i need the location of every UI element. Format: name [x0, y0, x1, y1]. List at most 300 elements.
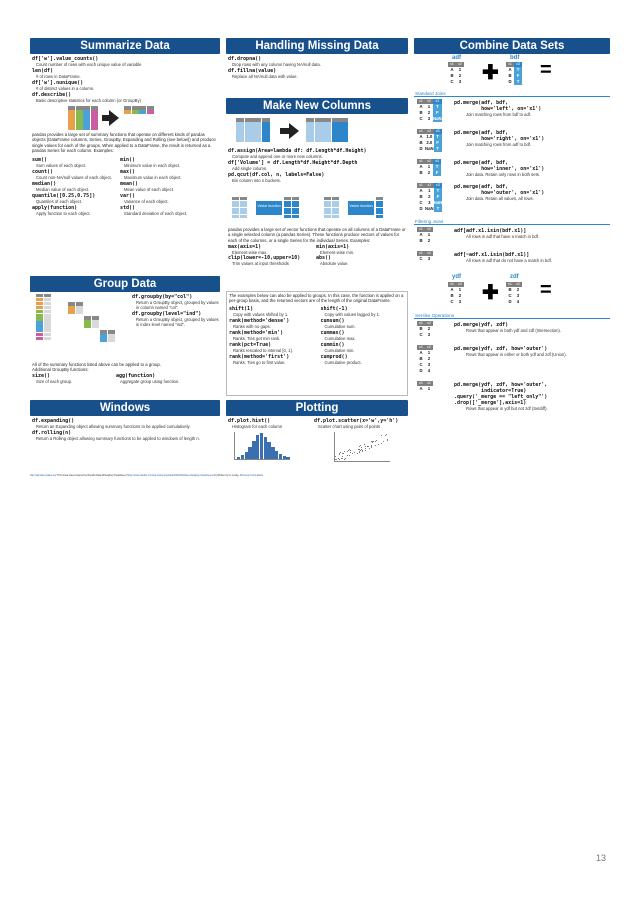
grid-cell: [332, 138, 340, 142]
vector-illustration: [226, 195, 408, 225]
table-header: x2: [425, 159, 433, 164]
filter-row: [414, 226, 610, 250]
grid-cell: [262, 122, 270, 126]
grid-cell: [44, 302, 51, 305]
grid-cell: [340, 122, 348, 126]
table-cell: C: [419, 362, 423, 367]
scatter-point: [357, 453, 358, 454]
grid-cell: [36, 314, 43, 317]
right-column: [414, 38, 610, 411]
grid-cell: [44, 298, 51, 301]
grid-cell: [76, 306, 83, 310]
vector-func-code: rank(method='min'): [229, 329, 284, 336]
summary-func-code: min(): [120, 157, 136, 164]
summary-input-grid: [68, 106, 98, 130]
grid-cell: [108, 338, 115, 342]
table-cell: 1: [427, 386, 431, 391]
set-op-desc: Rows that appear in either or both ydf and zdf (Union).: [466, 352, 567, 357]
group-paragraph-1: All of the summary functions listed above can be applied to a group.: [32, 362, 161, 367]
grid-cell: [340, 118, 348, 122]
grid-cell: [262, 130, 270, 134]
summary-func-code: apply(function): [32, 205, 78, 212]
vector-function-box: Vector function: [348, 201, 374, 215]
grid-cell: [253, 130, 261, 134]
filter-desc: All rows in adf that have a match in bdf.: [466, 234, 540, 239]
missing-header: Handling Missing Data: [226, 38, 408, 54]
grid-cell: [332, 134, 340, 138]
grid-cell: [323, 118, 331, 122]
vector-func-desc: Ranks rescaled to interval [0, 1].: [233, 347, 293, 353]
grid-cell: [306, 130, 314, 134]
grid-cell: [323, 122, 331, 126]
grid-cell: [44, 333, 51, 336]
summarize-desc: # of rows in DataFrame.: [36, 74, 81, 79]
cheat-sheet: [30, 38, 610, 471]
grid-cell: [68, 110, 75, 114]
table-header: x1: [417, 251, 425, 256]
grid-cell: [108, 334, 115, 338]
join-table: [417, 99, 442, 122]
grid-cell: [100, 338, 107, 342]
table-header: x2: [425, 129, 434, 134]
grid-cell: [83, 126, 90, 130]
group-vector-paragraph: The examples below can also be applied to groups. In this case, the function is applied on a per-group basis, and the returned vectors are of the length of the original DataFrame.: [229, 293, 404, 304]
table-header: x3: [433, 99, 442, 104]
grid-cell: [36, 337, 43, 340]
table-cell: C: [419, 116, 423, 121]
table-cell: B: [419, 140, 423, 145]
vector-func-item: [229, 354, 320, 365]
grid-cell: [340, 134, 348, 138]
middle-column: [226, 38, 408, 429]
join-desc: Join matching rows from adf to bdf.: [466, 142, 532, 147]
vector-func-desc: Copy with values lagged by 1.: [324, 311, 381, 317]
table-header: x2: [456, 282, 464, 287]
table-cell: B: [419, 194, 423, 199]
summary-functions-right: [120, 157, 216, 217]
table-cell: 3: [427, 362, 431, 367]
bdf-label: bdf: [510, 55, 520, 61]
grid-cell: [332, 118, 340, 122]
grid-cell: [332, 215, 339, 218]
princeton-link[interactable]: Princeton Consultants: [239, 474, 264, 477]
grid-cell: [139, 110, 146, 114]
plotting-header: Plotting: [226, 400, 408, 416]
table-cell: D: [508, 79, 512, 84]
table-cell: T: [514, 67, 522, 73]
set-op-code: pd.merge(ydf, zdf, how='outer', indicator=True) .query('_merge == "left_only"') .drop(['_merge'],axis=1): [454, 382, 548, 406]
scatter-point: [359, 452, 360, 453]
scatter-point: [385, 435, 386, 436]
adf-table: [448, 62, 464, 85]
group-desc: Return a GroupBy object, grouped by values in index level named "ind".: [136, 317, 219, 327]
summary-func-item: [120, 169, 216, 180]
vector-func-desc: Cumulative sum.: [324, 323, 356, 329]
grid-cell: [323, 126, 331, 130]
grid-cell: [315, 126, 323, 130]
table-header: x1: [448, 62, 456, 67]
grid-cell: [262, 118, 270, 122]
grid-cell: [36, 306, 43, 309]
grid-cell: [36, 310, 43, 313]
vector-func-desc: Element-wise max.: [232, 249, 268, 255]
table-header: x2: [425, 381, 433, 386]
scatter-point: [361, 447, 362, 448]
set-op-table: [417, 321, 433, 338]
grid-cell: [332, 122, 340, 126]
vector-func-desc: Cumulative product.: [324, 359, 362, 365]
vector-func-item: [320, 354, 406, 365]
table-header: x1: [417, 227, 425, 232]
table-cell: A: [419, 386, 423, 391]
set-op-row: [414, 320, 610, 344]
grid-cell: [44, 329, 51, 332]
summary-output-grid: [124, 106, 154, 114]
vector-func-code: cumsum(): [320, 317, 345, 324]
summary-functions-left: [32, 157, 120, 217]
grid-cell: [91, 114, 98, 118]
histogram-illustration: [234, 432, 290, 460]
credit-text-2: ) Written by Irv Lustig,: [215, 474, 240, 477]
table-cell: F: [433, 110, 442, 116]
grid-cell: [124, 110, 131, 114]
table-cell: NaN: [425, 206, 434, 211]
scatter-point: [381, 435, 382, 436]
set-inputs: [414, 274, 610, 312]
grid-cell: [262, 134, 270, 138]
grid-cell: [68, 106, 75, 110]
page-number: 13: [596, 853, 607, 863]
standard-joins-label: Standard Joins: [414, 91, 610, 97]
scatter-code: df.plot.scatter(x='w',y='h'): [314, 418, 399, 424]
summary-functions: [32, 157, 218, 217]
vector-func-item: [229, 318, 320, 329]
equals-icon: =: [540, 279, 552, 301]
grid-cell: [76, 122, 83, 126]
summarize-items: [32, 56, 218, 103]
grid-cell: [83, 122, 90, 126]
join-desc: Join matching rows from bdf to adf.: [466, 112, 532, 117]
table-cell: 2: [427, 238, 431, 243]
grid-cell: [91, 122, 98, 126]
grid-cell: [315, 134, 323, 138]
arrow-right-icon: [109, 110, 119, 126]
table-cell: 1: [427, 232, 431, 237]
vector-func-desc: Cumulative min.: [324, 347, 355, 353]
vector-func-desc: Copy with values shifted by 1.: [233, 311, 289, 317]
grid-cell: [315, 130, 323, 134]
table-cell: 1: [427, 350, 431, 355]
table-cell: B: [508, 287, 512, 292]
summary-func-desc: Apply function to each object.: [36, 211, 91, 217]
missing-desc: Drop rows with any column having NA/null data.: [232, 62, 321, 67]
grid-cell: [306, 126, 314, 130]
grid-cell: [44, 294, 51, 297]
grid-cell: [236, 122, 244, 126]
plotting-section: [228, 418, 408, 468]
scatter-point: [376, 440, 377, 441]
group-code: df.groupby(level="ind"): [132, 311, 202, 317]
grid-cell: [315, 122, 323, 126]
group-items: [132, 294, 220, 328]
table-cell: B: [419, 238, 423, 243]
summarize-code: df.describe(): [32, 92, 72, 98]
grid-cell: [36, 325, 43, 328]
group-item: [132, 311, 220, 327]
grid-cell: [306, 118, 314, 122]
vector-func-code: clip(lower=-10,upper=10): [228, 254, 301, 261]
grid-cell: [132, 106, 139, 110]
summarize-desc: # of distinct values in a column.: [36, 86, 95, 91]
grid-cell: [132, 110, 139, 114]
table-cell: 1: [458, 67, 462, 72]
scatter-point: [335, 456, 336, 457]
scatter-point: [364, 444, 365, 445]
group-desc: Return a GroupBy object, grouped by values in column named "col".: [136, 300, 219, 310]
grid-cell: [284, 215, 291, 218]
summary-func-item: [120, 205, 216, 216]
grid-cell: [68, 306, 75, 310]
table-cell: 3: [516, 293, 520, 298]
vector-func-desc: Trim values at input thresholds: [232, 260, 289, 266]
summary-func-code: quantile([0.25,0.75]): [32, 193, 96, 200]
table-cell: B: [450, 73, 454, 78]
credit-text-1: This cheat sheet inspired by Rstudio Data Wrangling Cheatsheet (: [56, 474, 128, 477]
grid-cell: [245, 126, 253, 130]
plus-icon: ✚: [482, 62, 499, 84]
summary-func-code: max(): [120, 169, 136, 176]
summary-func-item: [32, 157, 120, 168]
hist-desc: Histogram for each column: [232, 424, 283, 429]
table-cell: NaN: [425, 146, 434, 151]
summarize-header: Summarize Data: [30, 38, 220, 54]
table-cell: A: [419, 350, 423, 355]
set-op-row: [414, 380, 610, 411]
vector-func-item: [229, 342, 320, 353]
table-header: x3: [434, 183, 443, 188]
scatter-point: [348, 450, 349, 451]
missing-code: df.fillna(value): [228, 68, 277, 74]
table-header: x2: [456, 62, 464, 67]
vector-input-grid-2: [324, 197, 339, 218]
grid-cell: [91, 106, 98, 110]
table-cell: 1: [427, 164, 431, 169]
table-header: x2: [425, 321, 433, 326]
filter-code: adf[adf.x1.isin(bdf.x1)]: [454, 228, 527, 234]
grid-cell: [76, 110, 83, 114]
windows-code: df.expanding(): [32, 418, 75, 424]
group-header: Group Data: [30, 276, 220, 292]
grid-cell: [253, 134, 261, 138]
grid-cell: [245, 138, 253, 142]
adf-data: [448, 62, 464, 85]
rstudio-link[interactable]: https://www.rstudio.com/wp-content/uploads/2015/02/data-wrangling-cheatsheet.pdf: [127, 474, 216, 477]
grid-cell: [36, 298, 43, 301]
table-cell: T: [514, 79, 522, 85]
table-header: x1: [417, 345, 425, 350]
table-cell: B: [419, 326, 423, 331]
table-cell: 1.0: [426, 134, 433, 139]
table-cell: F: [433, 170, 441, 176]
grid-cell: [36, 333, 43, 336]
grid-cell: [76, 114, 83, 118]
scatter-point: [359, 446, 360, 447]
table-cell: 2: [427, 356, 431, 361]
grid-cell: [44, 310, 51, 313]
table-header: x2: [425, 227, 433, 232]
grid-cell: [68, 310, 75, 314]
grid-cell: [76, 106, 83, 110]
join-code: pd.merge(adf, bdf, how='left', on='x1'): [454, 100, 542, 112]
scatter-point: [339, 459, 340, 460]
standard-joins: [414, 98, 610, 218]
vector-func-code: cummin(): [320, 341, 345, 348]
grid-cell: [44, 337, 51, 340]
grid-cell: [108, 330, 115, 334]
vector-func-item: [320, 330, 406, 341]
grid-cell: [139, 106, 146, 110]
summary-func-item: [32, 181, 120, 192]
hist-code: df.plot.hist(): [228, 418, 271, 424]
set-operations: [414, 320, 610, 411]
bdf-data: [506, 62, 522, 85]
table-cell: NaN: [433, 200, 443, 205]
table-cell: 1: [428, 188, 431, 193]
group-code: df.groupby(by="col"): [132, 294, 193, 300]
summary-func-desc: Maximum value in each object.: [124, 175, 182, 181]
table-header: x1: [417, 381, 425, 386]
vector-function-box: Vector function: [256, 201, 282, 215]
newcol-item: [228, 148, 408, 159]
grid-cell: [84, 324, 91, 328]
table-cell: 4: [427, 368, 431, 373]
table-cell: F: [514, 73, 522, 79]
missing-items: [226, 54, 408, 82]
scatter-point: [365, 448, 366, 449]
scatter-point: [362, 451, 363, 452]
group-func-desc: Aggregate group using function.: [120, 378, 180, 384]
summary-func-code: std(): [120, 205, 136, 212]
scatter-point: [336, 459, 337, 460]
grid-cell: [36, 302, 43, 305]
grid-cell: [84, 316, 91, 320]
group-func-desc: Size of each group.: [36, 378, 73, 384]
table-cell: 3: [427, 332, 431, 337]
summary-func-code: count(): [32, 169, 54, 176]
table-header: x2: [425, 345, 433, 350]
pandas-link[interactable]: http://pandas.pydata.org/: [30, 474, 57, 477]
grid-cell: [68, 302, 75, 306]
filter-row: [414, 250, 610, 274]
table-cell: A: [508, 67, 512, 72]
table-header: x3: [433, 159, 441, 164]
summary-func-desc: Standard deviation of each object.: [124, 211, 188, 217]
grid-cell: [36, 321, 43, 324]
grid-cell: [253, 122, 261, 126]
table-cell: B: [419, 170, 423, 175]
filter-table: [417, 251, 433, 262]
table-cell: 2: [458, 73, 462, 78]
table-cell: 2: [427, 170, 431, 175]
join-table: [417, 183, 442, 212]
summary-func-code: sum(): [32, 157, 48, 164]
scatter-point: [365, 450, 366, 451]
join-code: pd.merge(adf, bdf, how='outer', on='x1'): [454, 184, 545, 196]
newcol-desc: Compute and append one or more new columns.: [232, 154, 323, 159]
table-header: x1: [417, 129, 425, 134]
newcols-input-grid: [236, 118, 270, 142]
summary-func-desc: Count non-NA/null values of each object.: [36, 175, 112, 181]
table-cell: D: [419, 146, 423, 151]
table-cell: A: [419, 104, 423, 109]
grid-cell: [84, 320, 91, 324]
hist-bar: [286, 457, 289, 459]
shift-rank-right: [320, 306, 406, 366]
missing-item: [228, 68, 406, 79]
table-cell: 2: [427, 326, 431, 331]
grid-cell: [91, 110, 98, 114]
scatter-point: [367, 446, 368, 447]
table-cell: C: [450, 299, 454, 304]
missing-code: df.dropna(): [228, 56, 262, 62]
table-cell: F: [434, 140, 442, 146]
table-header: x2: [425, 251, 433, 256]
grid-cell: [91, 126, 98, 130]
windows-item: [32, 418, 220, 429]
table-cell: A: [419, 164, 423, 169]
vector-func-desc: Ranks. Ties go to first value.: [233, 359, 286, 365]
table-cell: 3: [427, 116, 431, 121]
grid-cell: [315, 138, 323, 142]
grid-cell: [236, 130, 244, 134]
summarize-illustration: [32, 104, 218, 132]
grid-cell: [76, 126, 83, 130]
bdf-table: [506, 62, 522, 85]
grid-cell: [315, 118, 323, 122]
grid-cell: [44, 306, 51, 309]
scatter-point: [383, 441, 384, 442]
group-illustration: [36, 294, 51, 341]
set-op-table: [417, 345, 433, 374]
summary-func-item: [32, 193, 120, 204]
table-header: x1: [448, 282, 456, 287]
vector-func-item: [320, 318, 406, 329]
grid-cell: [44, 321, 51, 324]
join-code: pd.merge(adf, bdf, how='inner', on='x1'): [454, 160, 545, 172]
join-row: [414, 158, 610, 182]
grid-cell: [262, 126, 270, 130]
credit-line: [30, 474, 610, 477]
scatter-illustration: [334, 432, 390, 462]
summarize-desc: Count number of rows with each unique value of variable: [36, 62, 142, 67]
vector-func-desc: Ranks with no gaps.: [233, 323, 271, 329]
table-cell: 2: [428, 194, 431, 199]
summary-func-code: var(): [120, 193, 136, 200]
grid-cell: [44, 317, 51, 320]
grid-cell: [340, 138, 348, 142]
table-cell: C: [450, 79, 454, 84]
scatter-point: [343, 453, 344, 454]
vector-func-code: rank(method='first'): [229, 353, 290, 360]
table-cell: B: [419, 110, 423, 115]
grid-cell: [36, 329, 43, 332]
summarize-paragraph: pandas provides a large set of summary functions that operate on different kinds of pandas objects (DataFrame columns, Series, GroupBy, Expanding and Rolling (see below)) and produce single values for each of the groups. When applied to a DataFrame, the result is returned as a pandas Series for each column. Examples:: [32, 132, 216, 153]
grid-cell: [323, 134, 331, 138]
table-cell: C: [508, 293, 512, 298]
vector-func-desc: Ranks. Ties get min rank.: [233, 335, 281, 341]
grid-cell: [245, 134, 253, 138]
scatter-point: [342, 453, 343, 454]
